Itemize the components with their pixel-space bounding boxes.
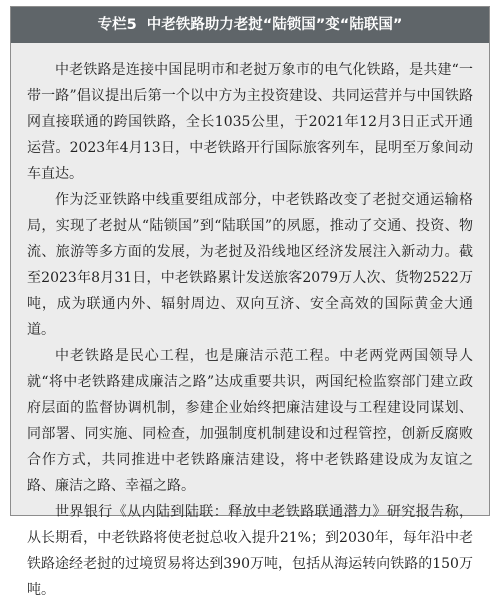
column-number: 专栏5 [97,17,137,33]
paragraph-1: 中老铁路是连接中国昆明市和老挝万象市的电气化铁路，是共建“一带一路”倡议提出后第一个以中方为主投资建设、共同运营并与中国铁路网直接联通的跨国铁路，全长1035公里，于2021年12月3日正式开通运营。2023年4月13日，中老铁路开行国际旅客列车，昆明至万象间动车直达。 [27,62,473,182]
paragraph-4: 世界银行《从内陆到陆联：释放中老铁路联通潜力》研究报告称，从长期看，中老铁路将使老挝总收入提升21%；到2030年，每年沿中老铁路途经老挝的过境贸易将达到390万吨，包括从海运转向铁路的150万吨。 [27,504,473,598]
column-box [10,6,490,598]
column-header [11,7,489,43]
column-title: 中老铁路助力老挝“陆锁国”变“陆联国” [146,17,403,33]
paragraph-3: 中老铁路是民心工程，也是廉洁示范工程。中老两党两国领导人就“将中老铁路建成廉洁之路”达成重要共识，两国纪检监察部门建立政府层面的监督协调机制，参建企业始终把廉洁建设与工程建设同谋划、同部署、同实施、同检查，加强制度机制建设和过程管控，创新反腐败合作方式，共同推进中老铁路廉洁建设，将中老铁路建设成为友谊之路、廉洁之路、幸福之路。 [27,348,473,494]
paragraph-2: 作为泛亚铁路中线重要组成部分，中老铁路改变了老挝交通运输格局，实现了老挝从“陆锁国”到“陆联国”的夙愿，推动了交通、投资、物流、旅游等多方面的发展，为老挝及沿线地区经济发展注入新动力。截至2023年8月31日，中老铁路累计发送旅客2079万人次、货物2522万吨，成为联通内外、辐射周边、双向互济、安全高效的国际黄金大通道。 [27,192,473,338]
column-body [11,43,489,603]
